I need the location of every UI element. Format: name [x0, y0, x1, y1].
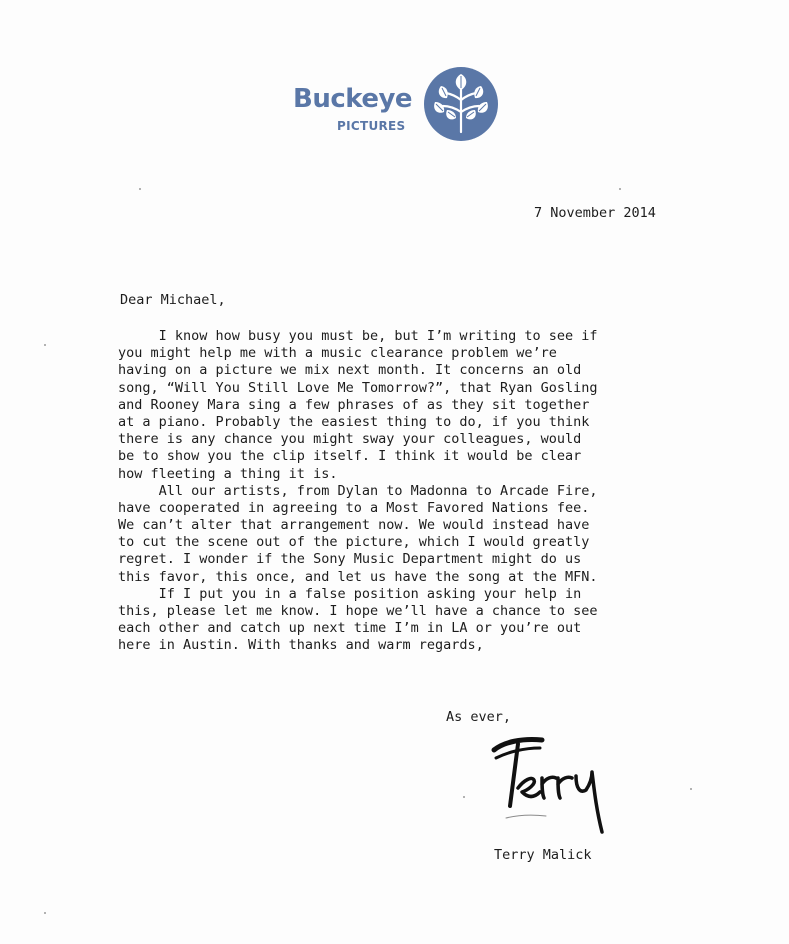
body-line: regret. I wonder if the Sony Music Department might do us — [118, 551, 582, 568]
body-line: how fleeting a thing it is. — [118, 465, 338, 482]
paper-speck — [619, 188, 621, 190]
body-line: We can’t alter that arrangement now. We would instead have — [118, 517, 590, 534]
paper-speck — [44, 344, 46, 346]
body-line: at a piano. Probably the easiest thing to do, if you think — [118, 413, 590, 430]
letterhead — [290, 66, 510, 146]
body-line: If I put you in a false position asking your help in — [118, 585, 582, 602]
body-line: be to show you the clip itself. I think it would be clear — [118, 448, 582, 465]
paper-speck — [44, 912, 46, 914]
paper-speck — [139, 188, 141, 190]
letter-body — [118, 328, 688, 655]
brand-subtitle: PICTURES — [337, 119, 406, 133]
brand-name: Buckeye — [293, 84, 413, 114]
body-line: you might help me with a music clearance problem we’re — [118, 345, 557, 362]
body-line: this, please let me know. I hope we’ll have a chance to see — [118, 603, 598, 619]
body-line: have cooperated in agreeing to a Most Favored Nations fee. — [118, 499, 590, 516]
closing: As ever, — [446, 709, 512, 725]
body-line: I know how busy you must be, but I’m writing to see if — [118, 328, 598, 344]
body-line: this favor, this once, and let us have the song at the MFN. — [118, 568, 598, 585]
signature-name: Terry Malick — [494, 847, 592, 863]
body-line: here in Austin. With thanks and warm regards, — [118, 637, 484, 654]
body-line: having on a picture we mix next month. It concerns an old — [118, 362, 582, 379]
paper-speck — [690, 788, 692, 790]
handwritten-signature — [484, 728, 634, 840]
body-line: to cut the scene out of the picture, which I would greatly — [118, 534, 590, 551]
body-line: All our artists, from Dylan to Madonna to Arcade Fire, — [118, 482, 598, 499]
salutation: Dear Michael, — [120, 292, 226, 308]
body-line: there is any chance you might sway your colleagues, would — [118, 431, 582, 448]
body-line: and Rooney Mara sing a few phrases of as they sit together — [118, 396, 590, 413]
letter-date: 7 November 2014 — [534, 205, 656, 221]
body-line: song, “Will You Still Love Me Tomorrow?”, that Ryan Gosling — [118, 379, 598, 396]
body-line: each other and catch up next time I’m in LA or you’re out — [118, 620, 582, 637]
paper-speck — [463, 796, 465, 798]
tree-leaves-icon — [423, 66, 499, 142]
